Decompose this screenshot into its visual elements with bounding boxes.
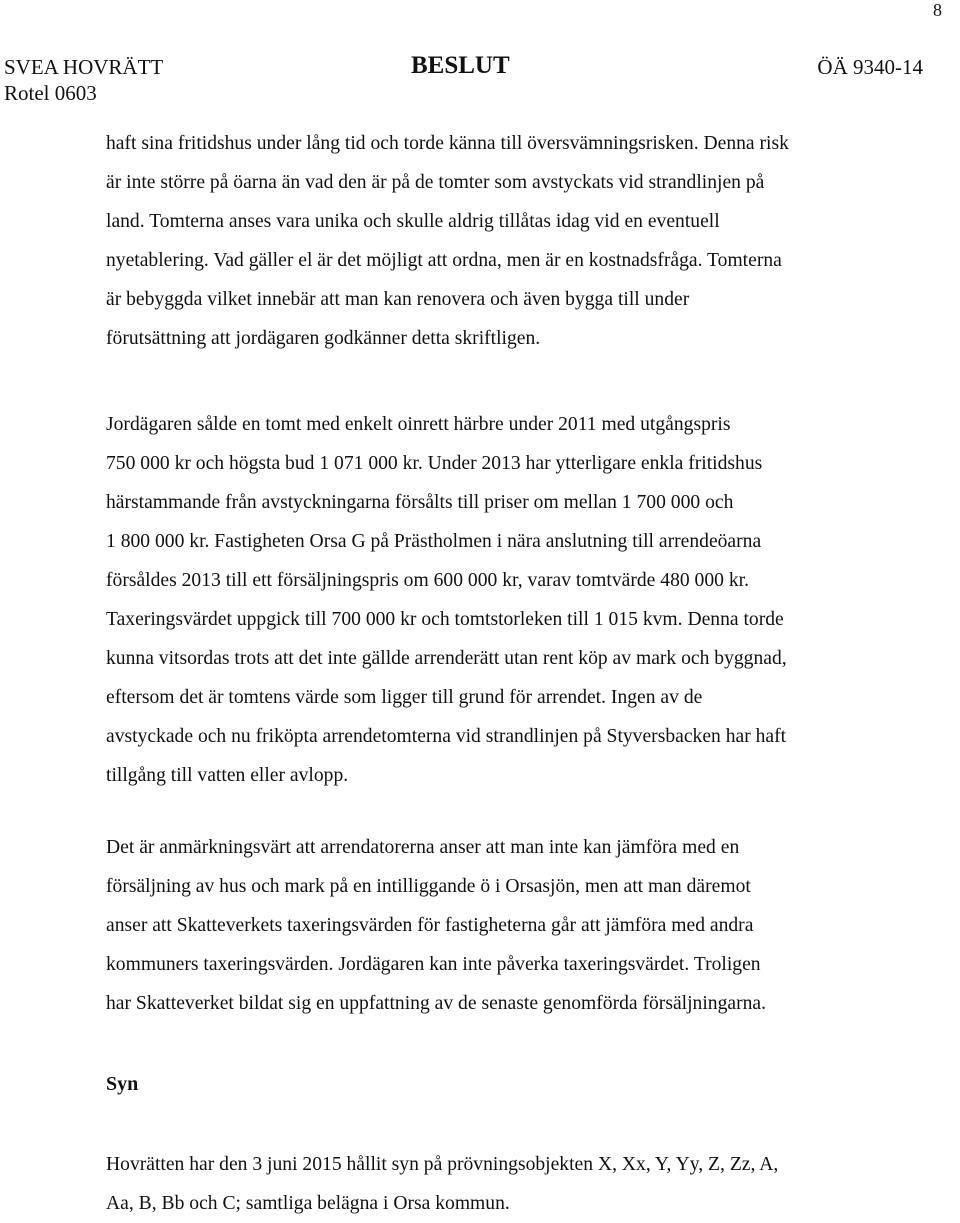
section-heading-syn: Syn [106, 1073, 139, 1095]
text-line: är bebyggda vilket innebär att man kan renovera och även bygga till under [106, 289, 690, 310]
text-line: haft sina fritidshus under lång tid och torde känna till översvämningsrisken. Denna risk [106, 133, 789, 154]
department-label: Rotel 0603 [4, 81, 97, 105]
document-header [0, 54, 960, 108]
text-line: Det är anmärkningsvärt att arrendatorerna anser att man inte kan jämföra med en [106, 837, 740, 858]
text-line: eftersom det är tomtens värde som ligger till grund för arrendet. Ingen av de [106, 687, 703, 708]
text-line: härstammande från avstyckningarna försålts till priser om mellan 1 700 000 och [106, 492, 734, 513]
text-line: försäljning av hus och mark på en intilliggande ö i Orsasjön, men att man däremot [106, 876, 751, 897]
text-line: förutsättning att jordägaren godkänner detta skriftligen. [106, 328, 541, 349]
text-line: 750 000 kr och högsta bud 1 071 000 kr. Under 2013 har ytterligare enkla fritidshus [106, 453, 763, 474]
text-line: 1 800 000 kr. Fastigheten Orsa G på Prästholmen i nära anslutning till arrendeöarna [106, 531, 762, 552]
text-line: anser att Skatteverkets taxeringsvärden för fastigheterna går att jämföra med andra [106, 915, 754, 936]
document-type-title: BESLUT [411, 52, 510, 79]
text-line: Jordägaren sålde en tomt med enkelt oinrett härbre under 2011 med utgångspris [106, 414, 731, 435]
page-number: 8 [933, 0, 942, 20]
court-name: SVEA HOVRÄTT [4, 55, 164, 79]
text-line: Hovrätten har den 3 juni 2015 hållit syn på prövningsobjekten X, Xx, Y, Yy, Z, Zz, A, [106, 1154, 779, 1175]
case-number: ÖÄ 9340-14 [817, 55, 923, 79]
text-line: Aa, B, Bb och C; samtliga belägna i Orsa kommun. [106, 1193, 510, 1214]
paragraph-flood-risk [106, 124, 906, 358]
text-line: kommuners taxeringsvärden. Jordägaren kan inte påverka taxeringsvärdet. Troligen [106, 954, 761, 975]
text-line: avstyckade och nu friköpta arrendetomterna vid strandlinjen på Styversbacken har haft [106, 726, 787, 747]
text-line: försåldes 2013 till ett försäljningspris om 600 000 kr, varav tomtvärde 480 000 kr. [106, 570, 749, 591]
text-line: kunna vitsordas trots att det inte gällde arrenderätt utan rent köp av mark och byggnad, [106, 648, 787, 669]
text-line: land. Tomterna anses vara unika och skulle aldrig tillåtas idag vid en eventuell [106, 211, 720, 232]
text-line: nyetablering. Vad gäller el är det möjligt att ordna, men är en kostnadsfråga. Tomterna [106, 250, 782, 271]
text-line: har Skatteverket bildat sig en uppfattning av de senaste genomförda försäljningarna. [106, 993, 766, 1014]
paragraph-tax-values [106, 828, 906, 1023]
paragraph-inspection [106, 1145, 906, 1223]
text-line: är inte större på öarna än vad den är på de tomter som avstyckats vid strandlinjen på [106, 172, 765, 193]
text-line: tillgång till vatten eller avlopp. [106, 765, 349, 786]
text-line: Taxeringsvärdet uppgick till 700 000 kr och tomtstorleken till 1 015 kvm. Denna torde [106, 609, 784, 630]
paragraph-sales [106, 405, 906, 795]
